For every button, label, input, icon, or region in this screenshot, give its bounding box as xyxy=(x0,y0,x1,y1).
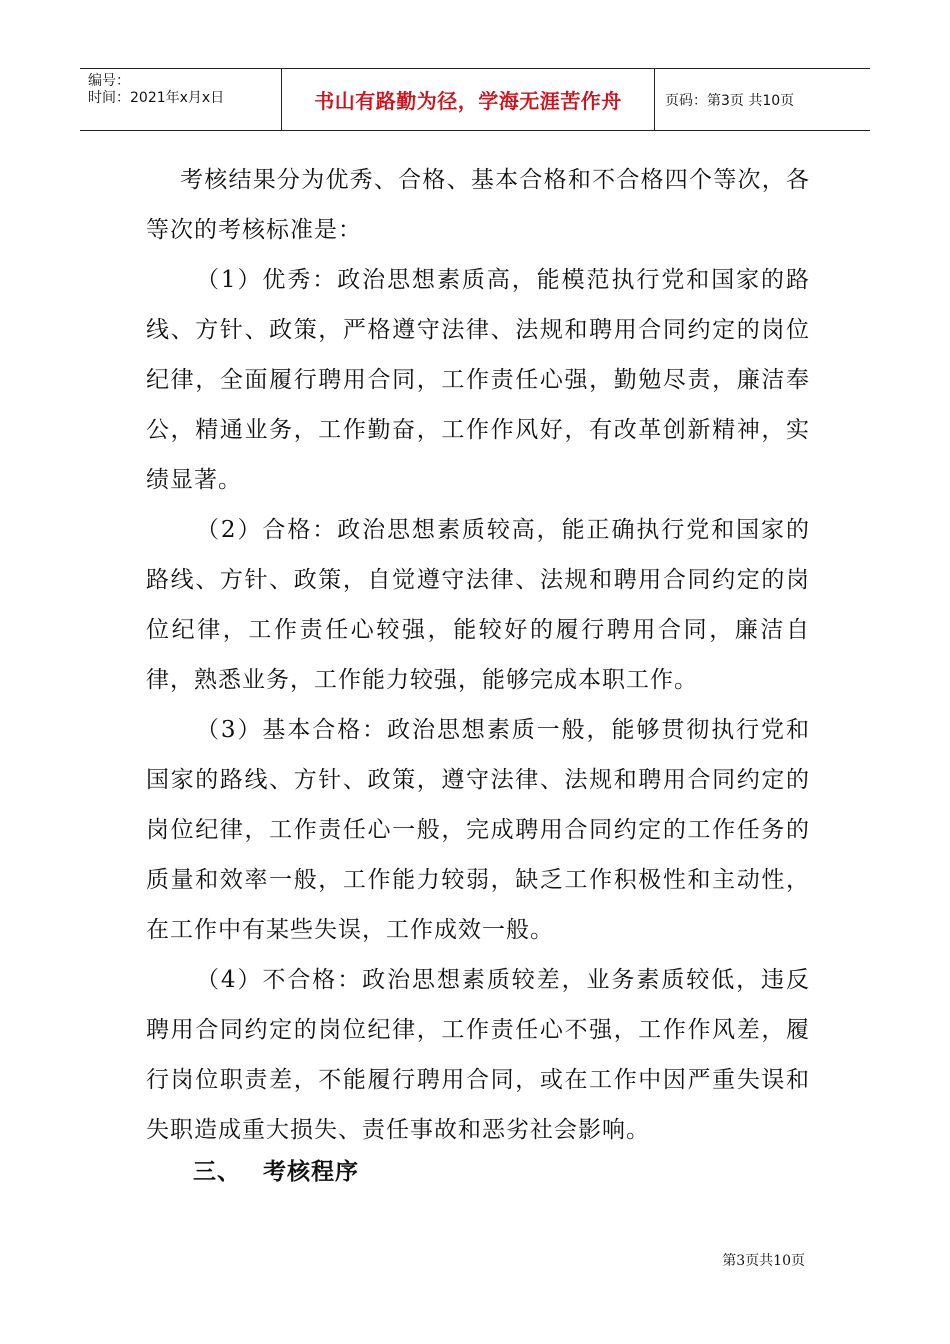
document-body xyxy=(146,155,810,1155)
header-motto: 书山有路勤为径，学海无涯苦作舟 xyxy=(314,89,622,113)
grade-unqualified-paragraph: （4）不合格：政治思想素质较差，业务素质较低，违反聘用合同约定的岗位纪律，工作责任心不强，工作作风差，履行岗位职责差，不能履行聘用合同，或在工作中因严重失误和失职造成重大损失、责任事故和恶劣社会影响。 xyxy=(146,967,810,1143)
grade-qualified-paragraph: （2）合格：政治思想素质较高，能正确执行党和国家的路线、方针、政策，自觉遵守法律、法规和聘用合同约定的岗位纪律，工作责任心较强，能较好的履行聘用合同，廉洁自律，熟悉业务，工作能力较强，能够完成本职工作。 xyxy=(146,517,810,693)
section-number: 三、 xyxy=(193,1159,241,1185)
page-footer: 第3页共10页 xyxy=(722,1253,805,1269)
header-page-cell xyxy=(655,69,870,130)
grade-basic-qualified-paragraph: （3）基本合格：政治思想素质一般，能够贯彻执行党和国家的路线、方针、政策，遵守法律、法规和聘用合同约定的岗位纪律，工作责任心一般，完成聘用合同约定的工作任务的质量和效率一般，工作能力较弱，缺乏工作积极性和主动性，在工作中有某些失误，工作成效一般。 xyxy=(146,717,810,943)
section-heading xyxy=(193,1153,359,1186)
page-header xyxy=(80,68,870,131)
grade-excellent-paragraph: （1）优秀：政治思想素质高，能模范执行党和国家的路线、方针、政策，严格遵守法律、法规和聘用合同约定的岗位纪律，全面履行聘用合同，工作责任心强，勤勉尽责，廉洁奉公，精通业务，工作勤奋，工作作风好，有改革创新精神，实绩显著。 xyxy=(146,267,810,493)
header-meta xyxy=(80,69,282,130)
document-date: 时间：2021年x月x日 xyxy=(88,90,225,106)
document-number-label: 编号： xyxy=(88,73,130,89)
section-title: 考核程序 xyxy=(263,1159,359,1185)
header-page-info: 页码：第3页 共10页 xyxy=(665,92,795,109)
header-motto-cell xyxy=(282,69,655,130)
intro-paragraph: 考核结果分为优秀、合格、基本合格和不合格四个等次，各等次的考核标准是： xyxy=(146,167,810,243)
